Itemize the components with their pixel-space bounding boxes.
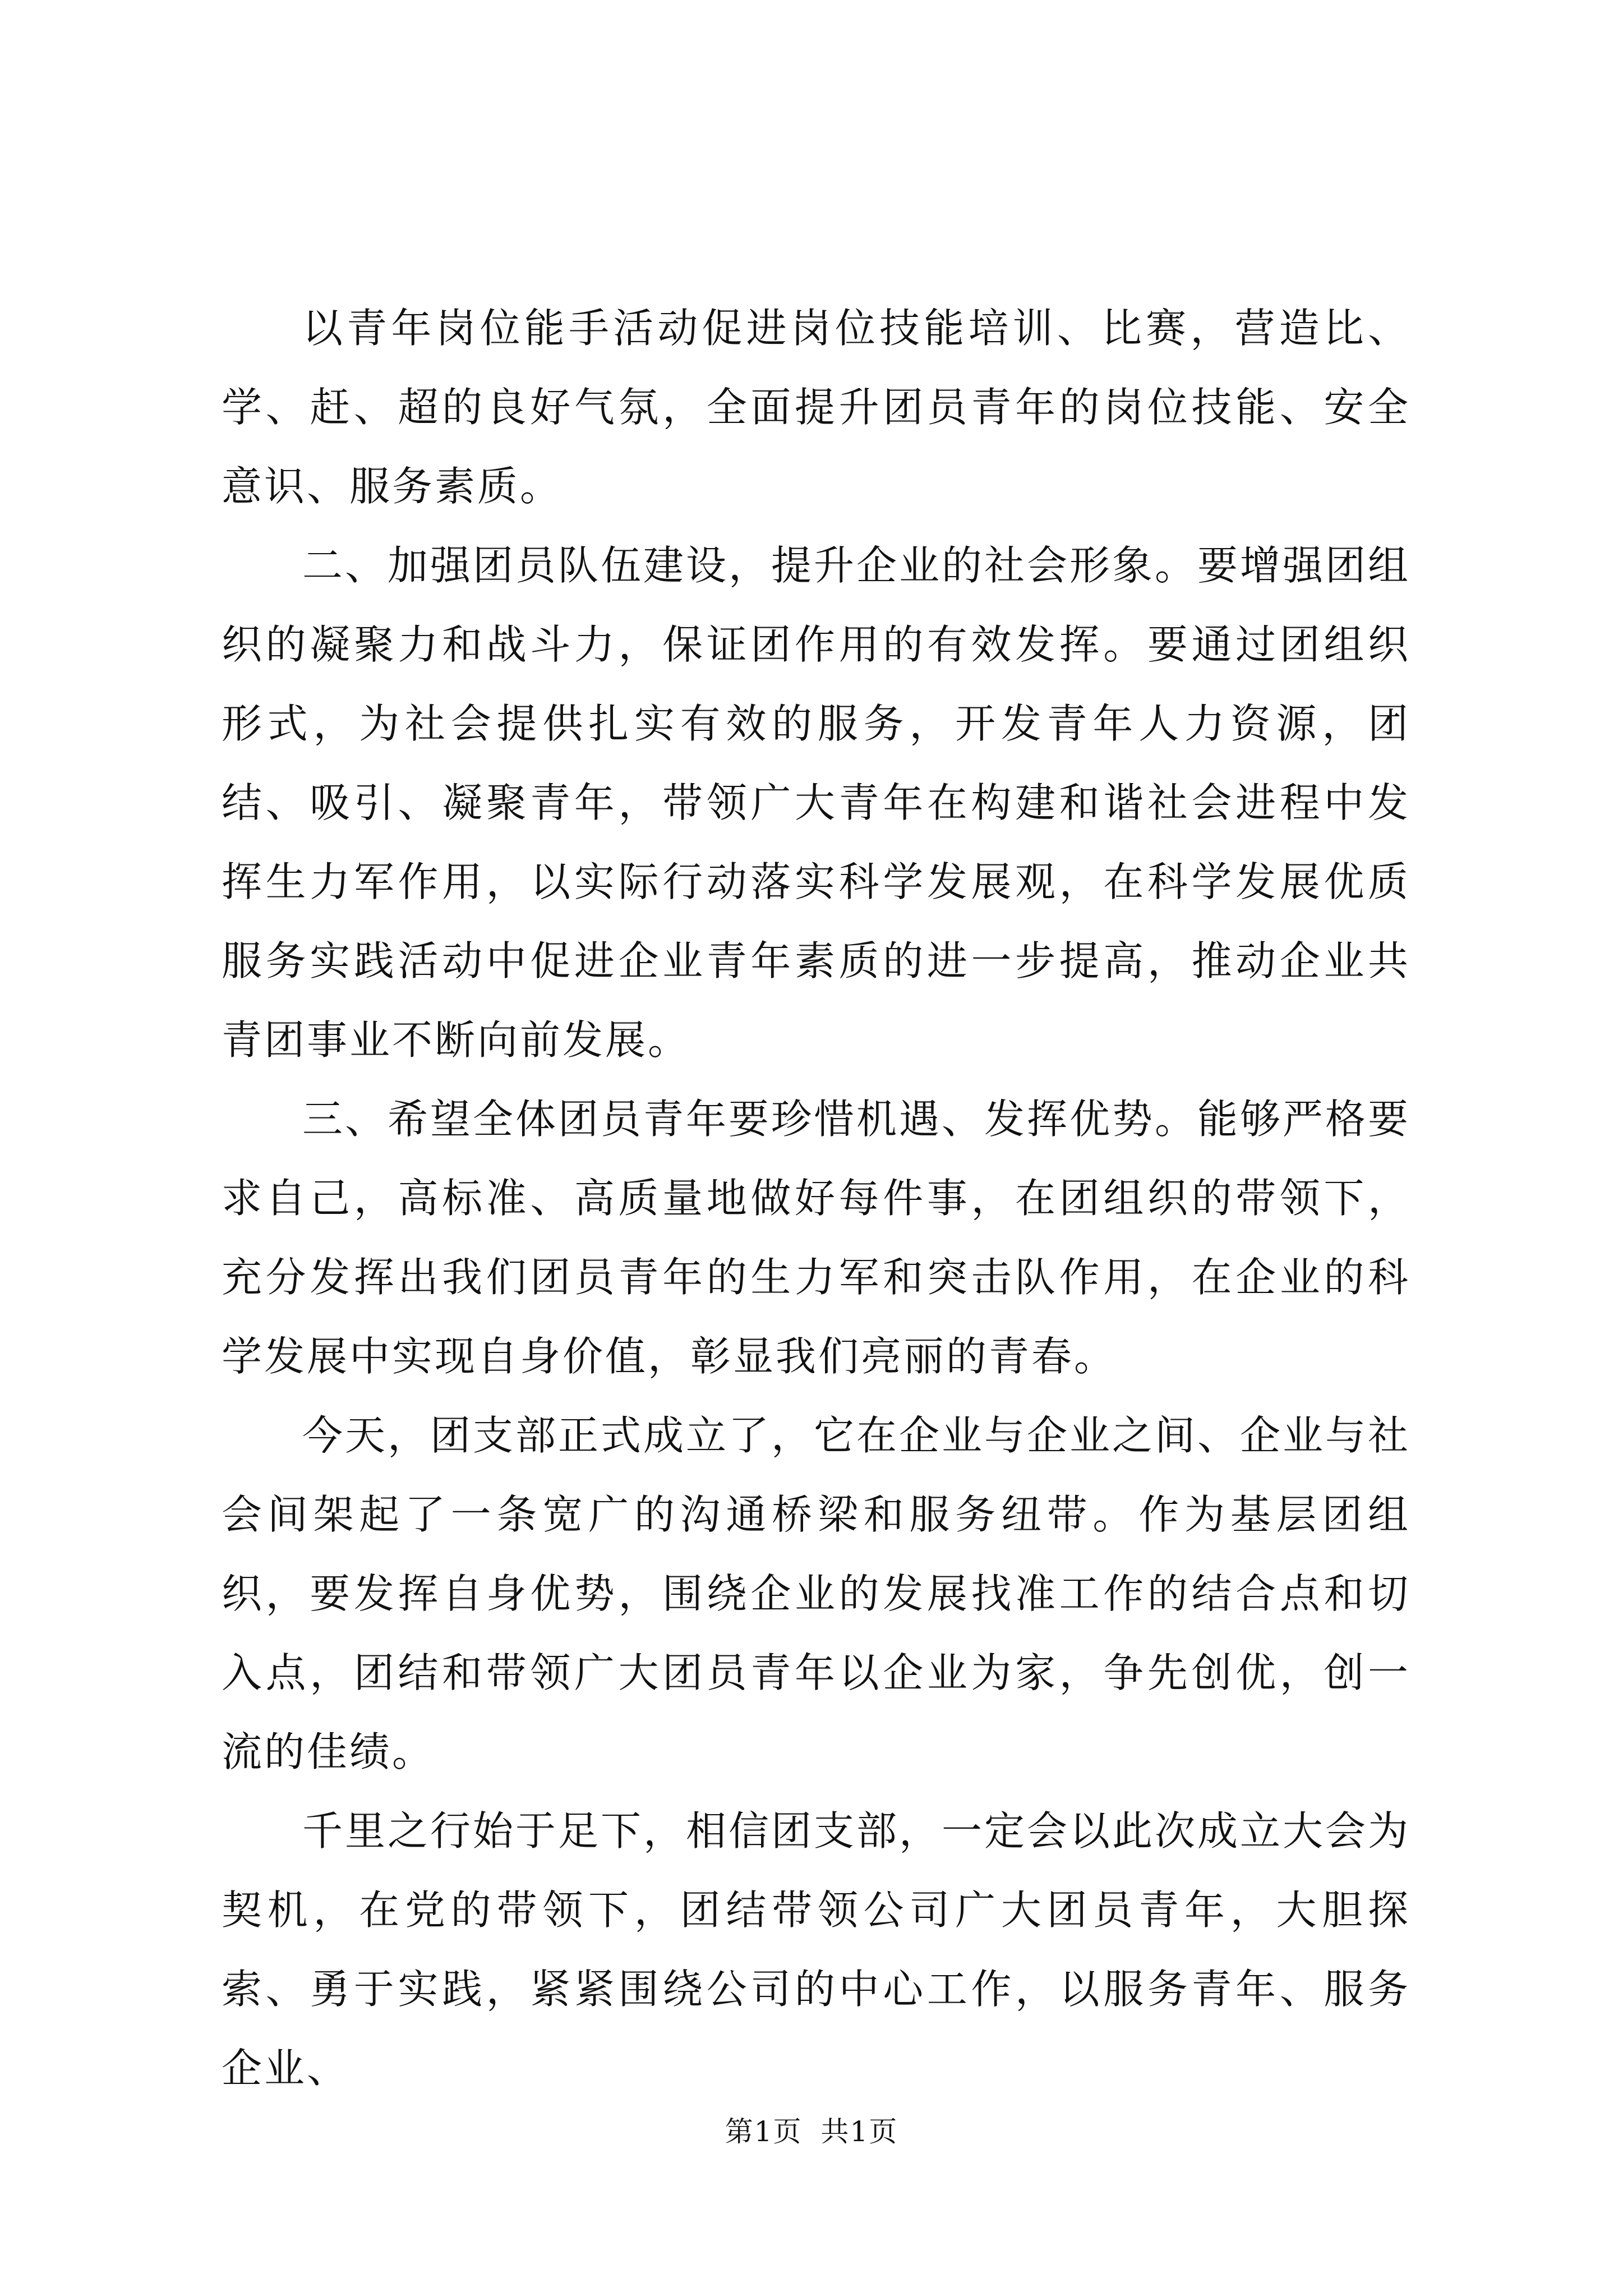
- page-number-label: 第1页: [725, 2115, 803, 2148]
- page-total-label: 共1页: [820, 2115, 898, 2148]
- paragraph-5: 千里之行始于足下，相信团支部，一定会以此次成立大会为契机，在党的带领下，团结带领公司广大团员青年，大胆探索、勇于实践，紧紧围绕公司的中心工作，以服务青年、服务企业、: [222, 1807, 1411, 2092]
- paragraph-1: 以青年岗位能手活动促进岗位技能培训、比赛，营造比、学、赶、超的良好气氛，全面提升团员青年的岗位技能、安全意识、服务素质。: [222, 305, 1410, 510]
- page-footer: [0, 2109, 1623, 2150]
- paragraph-3: 三、希望全体团员青年要珍惜机遇、发挥优势。能够严格要求自己，高标准、高质量地做好每件事，在团组织的带领下，充分发挥出我们团员青年的生力军和突击队作用，在企业的科学发展中实现自身价值，彰显我们亮丽的青春。: [222, 1096, 1411, 1380]
- paragraph-2: 二、加强团员队伍建设，提升企业的社会形象。要增强团组织的凝聚力和战斗力，保证团作用的有效发挥。要通过团组织形式，为社会提供扎实有效的服务，开发青年人力资源，团结、吸引、凝聚青年，带领广大青年在构建和谐社会进程中发挥生力军作用，以实际行动落实科学发展观，在科学发展优质服务实践活动中促进企业青年素质的进一步提高，推动企业共青团事业不断向前发展。: [222, 542, 1411, 1064]
- paragraph-4: 今天，团支部正式成立了，它在企业与企业之间、企业与社会间架起了一条宽广的沟通桥梁和服务纽带。作为基层团组织，要发挥自身优势，围绕企业的发展找准工作的结合点和切入点，团结和带领广大团员青年以企业为家，争先创优，创一流的佳绩。: [222, 1412, 1411, 1775]
- document-body: [222, 289, 1410, 2108]
